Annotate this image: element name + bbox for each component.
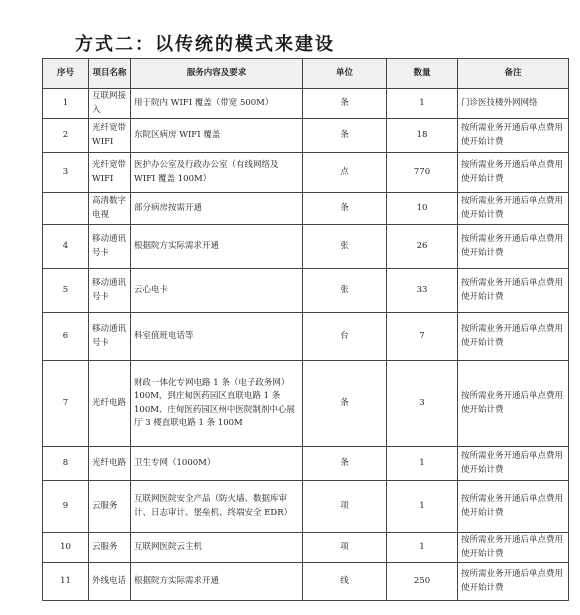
cell-qty: 3 xyxy=(387,361,458,447)
table-row xyxy=(43,225,569,269)
service-table xyxy=(42,58,569,601)
cell-no: 1 xyxy=(43,89,89,119)
cell-no: 3 xyxy=(43,153,89,193)
cell-name: 云服务 xyxy=(89,481,131,533)
table-row xyxy=(43,563,569,601)
cell-qty: 250 xyxy=(387,563,458,601)
cell-qty: 10 xyxy=(387,193,458,225)
cell-unit: 线 xyxy=(303,563,387,601)
table-row xyxy=(43,119,569,153)
cell-unit: 条 xyxy=(303,89,387,119)
cell-note: 按所需业务开通后单点费用使开始计费 xyxy=(458,225,569,269)
cell-name: 光纤宽带 WIFI xyxy=(89,119,131,153)
cell-no: 5 xyxy=(43,269,89,313)
cell-note: 按所需业务开通后单点费用使开始计费 xyxy=(458,119,569,153)
table-row xyxy=(43,361,569,447)
cell-qty: 26 xyxy=(387,225,458,269)
cell-unit: 项 xyxy=(303,481,387,533)
cell-name: 光纤宽带 WIFI xyxy=(89,153,131,193)
cell-note: 按所需业务开通后单点费用使开始计费 xyxy=(458,153,569,193)
cell-note: 按所需业务开通后单点费用使开始计费 xyxy=(458,361,569,447)
cell-note: 按所需业务开通后单点费用使开始计费 xyxy=(458,563,569,601)
cell-content: 卫生专网（1000M） xyxy=(131,447,303,481)
cell-qty: 1 xyxy=(387,89,458,119)
cell-name: 光纤电路 xyxy=(89,447,131,481)
cell-content: 云心电卡 xyxy=(131,269,303,313)
table-row xyxy=(43,533,569,563)
cell-name: 移动通讯号卡 xyxy=(89,269,131,313)
cell-unit: 条 xyxy=(303,119,387,153)
cell-name: 移动通讯号卡 xyxy=(89,313,131,361)
cell-content: 财政一体化专网电路 1 条（电子政务网）100M，到庄甸医药园区直联电路 1 条 100M、庄甸医药园区州中医院制剂中心展厅 3 楼直联电路 1 条 100M xyxy=(131,361,303,447)
cell-qty: 33 xyxy=(387,269,458,313)
cell-content: 根据院方实际需求开通 xyxy=(131,563,303,601)
cell-qty: 1 xyxy=(387,533,458,563)
cell-qty: 1 xyxy=(387,447,458,481)
cell-name: 光纤电路 xyxy=(89,361,131,447)
cell-content: 东院区病房 WIFI 覆盖 xyxy=(131,119,303,153)
cell-qty: 7 xyxy=(387,313,458,361)
cell-note: 按所需业务开通后单点费用使开始计费 xyxy=(458,269,569,313)
cell-no: 9 xyxy=(43,481,89,533)
cell-content: 根据院方实际需求开通 xyxy=(131,225,303,269)
cell-qty: 1 xyxy=(387,481,458,533)
cell-content: 互联网医院云主机 xyxy=(131,533,303,563)
cell-content: 互联网医院安全产品（防火墙、数据库审计、日志审计、堡垒机、终端安全 EDR） xyxy=(131,481,303,533)
cell-note: 按所需业务开通后单点费用使开始计费 xyxy=(458,481,569,533)
cell-content: 用于院内 WIFI 覆盖（带宽 500M） xyxy=(131,89,303,119)
cell-no: 4 xyxy=(43,225,89,269)
cell-no: 6 xyxy=(43,313,89,361)
cell-no: 7 xyxy=(43,361,89,447)
table-row xyxy=(43,447,569,481)
header-content: 服务内容及要求 xyxy=(131,59,303,89)
document-title: 方式二：以传统的模式来建设 xyxy=(75,34,335,55)
cell-note: 门诊医技楼外网网络 xyxy=(458,89,569,119)
cell-name: 移动通讯号卡 xyxy=(89,225,131,269)
cell-no xyxy=(43,193,89,225)
table-header-row xyxy=(43,59,569,89)
cell-no: 11 xyxy=(43,563,89,601)
cell-content: 医护办公室及行政办公室（有线网络及 WIFI 覆盖 100M） xyxy=(131,153,303,193)
table-row xyxy=(43,481,569,533)
cell-note: 按所需业务开通后单点费用使开始计费 xyxy=(458,533,569,563)
cell-no: 8 xyxy=(43,447,89,481)
cell-unit: 点 xyxy=(303,153,387,193)
cell-unit: 条 xyxy=(303,447,387,481)
table-row xyxy=(43,313,569,361)
cell-no: 10 xyxy=(43,533,89,563)
cell-name: 外线电话 xyxy=(89,563,131,601)
header-note: 备注 xyxy=(458,59,569,89)
cell-unit: 台 xyxy=(303,313,387,361)
table-row xyxy=(43,153,569,193)
header-qty: 数量 xyxy=(387,59,458,89)
cell-note: 按所需业务开通后单点费用使开始计费 xyxy=(458,193,569,225)
table-row xyxy=(43,89,569,119)
table-row xyxy=(43,269,569,313)
header-no: 序号 xyxy=(43,59,89,89)
cell-unit: 项 xyxy=(303,533,387,563)
table-row xyxy=(43,193,569,225)
cell-name: 互联网接入 xyxy=(89,89,131,119)
cell-unit: 条 xyxy=(303,361,387,447)
header-unit: 单位 xyxy=(303,59,387,89)
cell-qty: 770 xyxy=(387,153,458,193)
cell-qty: 18 xyxy=(387,119,458,153)
cell-name: 云服务 xyxy=(89,533,131,563)
cell-name: 高清数字电视 xyxy=(89,193,131,225)
cell-unit: 张 xyxy=(303,225,387,269)
header-name: 项目名称 xyxy=(89,59,131,89)
cell-content: 科室值班电话等 xyxy=(131,313,303,361)
cell-no: 2 xyxy=(43,119,89,153)
cell-unit: 张 xyxy=(303,269,387,313)
cell-content: 部分病房按需开通 xyxy=(131,193,303,225)
cell-note: 按所需业务开通后单点费用使开始计费 xyxy=(458,313,569,361)
cell-note: 按所需业务开通后单点费用使开始计费 xyxy=(458,447,569,481)
cell-unit: 条 xyxy=(303,193,387,225)
